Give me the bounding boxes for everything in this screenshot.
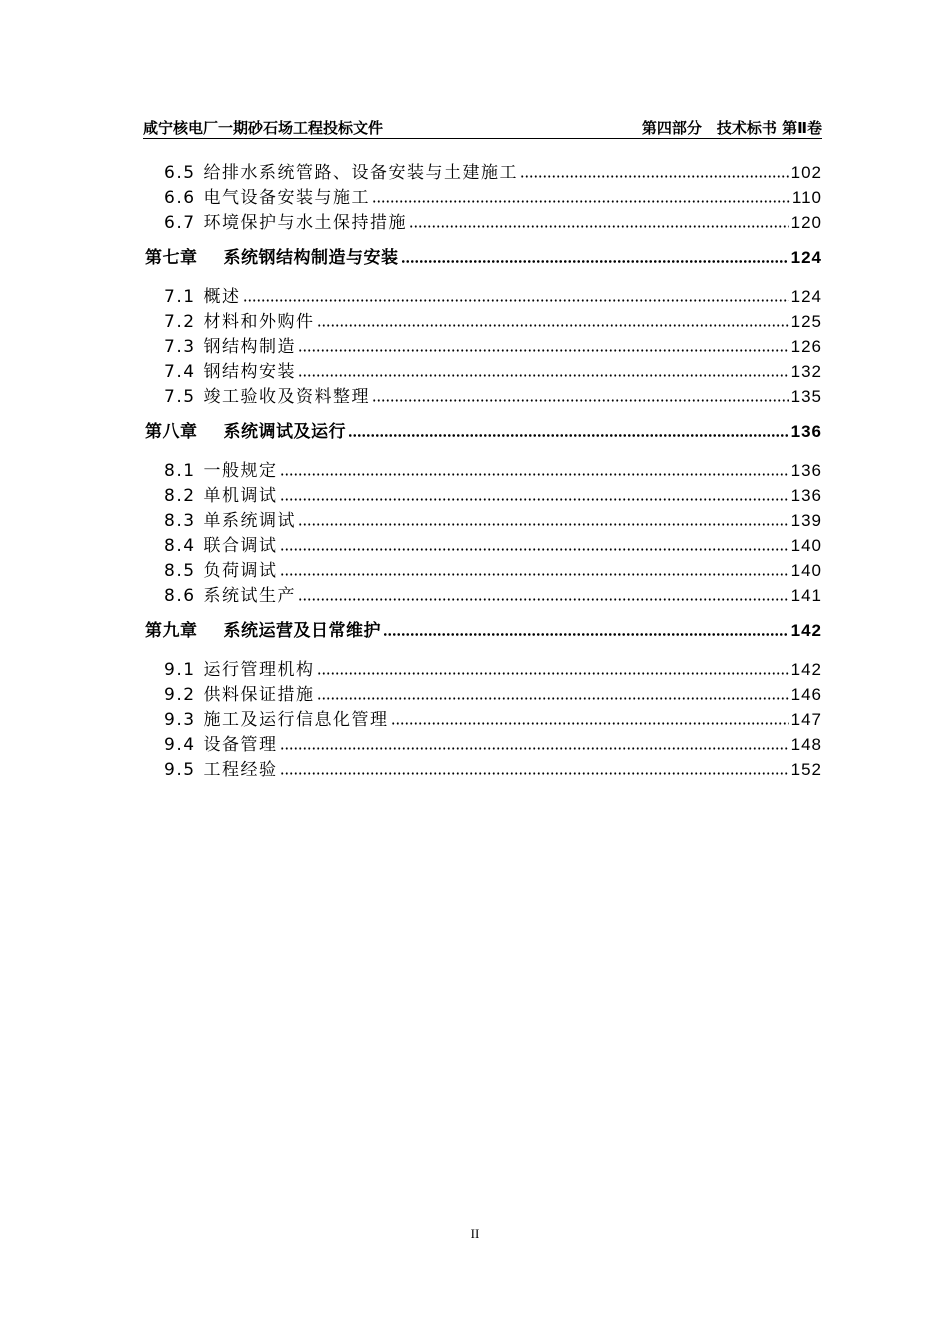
toc-section-entry[interactable] bbox=[145, 357, 822, 382]
toc-section-entry[interactable] bbox=[145, 705, 822, 730]
toc-dot-leader bbox=[280, 548, 789, 551]
toc-section-entry[interactable] bbox=[145, 456, 822, 481]
toc-entry-title: 概述 bbox=[203, 287, 241, 307]
toc-entry-number: 7.3 bbox=[164, 337, 196, 357]
toc-entry-number: 9.1 bbox=[164, 660, 196, 680]
toc-entry-page: 146 bbox=[790, 685, 822, 704]
toc-entry-number: 8.2 bbox=[164, 486, 196, 506]
toc-dot-leader bbox=[372, 399, 789, 402]
toc-entry-page: 142 bbox=[790, 621, 822, 640]
toc-entry-title: 供料保证措施 bbox=[203, 685, 315, 705]
toc-entry-title: 钢结构安装 bbox=[203, 362, 297, 382]
toc-dot-leader bbox=[280, 747, 789, 750]
toc-entry-page: 141 bbox=[790, 586, 822, 605]
toc-entry-page: 135 bbox=[790, 387, 822, 406]
toc-dot-leader bbox=[401, 260, 789, 263]
toc-dot-leader bbox=[317, 672, 789, 675]
toc-entry-number: 8.3 bbox=[164, 511, 196, 531]
toc-entry-title: 工程经验 bbox=[203, 760, 278, 780]
toc-entry-page: 102 bbox=[790, 163, 822, 182]
toc-entry-number: 第八章 bbox=[145, 422, 198, 442]
toc-entry-title: 设备管理 bbox=[203, 735, 278, 755]
toc-dot-leader bbox=[298, 598, 789, 601]
toc-entry-title: 单系统调试 bbox=[203, 511, 297, 531]
toc-entry-page: 140 bbox=[790, 536, 822, 555]
toc-entry-number: 第七章 bbox=[145, 248, 198, 268]
toc-entry-page: 126 bbox=[790, 337, 822, 356]
toc-section-entry[interactable] bbox=[145, 581, 822, 606]
toc-entry-number: 9.3 bbox=[164, 710, 196, 730]
toc-section-entry[interactable] bbox=[145, 158, 822, 183]
toc-entry-page: 152 bbox=[790, 760, 822, 779]
toc-dot-leader bbox=[391, 722, 789, 725]
toc-section-entry[interactable] bbox=[145, 208, 822, 233]
page-number: II bbox=[470, 1226, 480, 1241]
toc-entry-page: 124 bbox=[790, 248, 822, 267]
toc-dot-leader bbox=[383, 633, 789, 636]
toc-entry-title: 系统钢结构制造与安装 bbox=[223, 248, 399, 268]
toc-entry-title: 单机调试 bbox=[203, 486, 278, 506]
toc-entry-number: 9.4 bbox=[164, 735, 196, 755]
toc-section-entry[interactable] bbox=[145, 506, 822, 531]
toc-entry-number: 6.5 bbox=[164, 163, 196, 183]
toc-section-entry[interactable] bbox=[145, 332, 822, 357]
toc-chapter-entry[interactable] bbox=[145, 417, 822, 442]
toc-entry-number: 7.1 bbox=[164, 287, 196, 307]
toc-section-entry[interactable] bbox=[145, 382, 822, 407]
toc-dot-leader bbox=[520, 175, 789, 178]
toc-entry-title: 环境保护与水土保持措施 bbox=[203, 213, 408, 233]
toc-section-entry[interactable] bbox=[145, 556, 822, 581]
toc-dot-leader bbox=[317, 697, 789, 700]
toc-entry-page: 136 bbox=[790, 461, 822, 480]
toc-section-entry[interactable] bbox=[145, 755, 822, 780]
toc-entry-number: 8.4 bbox=[164, 536, 196, 556]
toc-entry-number: 9.5 bbox=[164, 760, 196, 780]
toc-dot-leader bbox=[409, 225, 789, 228]
toc-entry-title: 一般规定 bbox=[203, 461, 278, 481]
toc-entry-title: 系统调试及运行 bbox=[223, 422, 346, 442]
toc-entry-number: 8.6 bbox=[164, 586, 196, 606]
toc-dot-leader bbox=[280, 473, 789, 476]
toc-dot-leader bbox=[243, 299, 789, 302]
toc-entry-title: 材料和外购件 bbox=[203, 312, 315, 332]
toc-entry-title: 钢结构制造 bbox=[203, 337, 297, 357]
toc-entry-number: 第九章 bbox=[145, 621, 198, 641]
document-title: 咸宁核电厂一期砂石场工程投标文件 bbox=[143, 119, 384, 137]
toc-section-entry[interactable] bbox=[145, 730, 822, 755]
toc-entry-number: 8.5 bbox=[164, 561, 196, 581]
toc-entry-page: 136 bbox=[790, 486, 822, 505]
toc-section-entry[interactable] bbox=[145, 183, 822, 208]
toc-entry-title: 系统试生产 bbox=[203, 586, 297, 606]
toc-dot-leader bbox=[280, 573, 789, 576]
toc-section-entry[interactable] bbox=[145, 655, 822, 680]
toc-entry-title: 运行管理机构 bbox=[203, 660, 315, 680]
toc-dot-leader bbox=[298, 523, 789, 526]
toc-entry-title: 负荷调试 bbox=[203, 561, 278, 581]
table-of-contents bbox=[145, 158, 822, 780]
toc-section-entry[interactable] bbox=[145, 481, 822, 506]
toc-entry-page: 125 bbox=[790, 312, 822, 331]
toc-chapter-entry[interactable] bbox=[145, 616, 822, 641]
document-part: 第四部分 技术标书 第Ⅱ卷 bbox=[641, 119, 822, 137]
toc-dot-leader bbox=[317, 324, 789, 327]
toc-entry-number: 9.2 bbox=[164, 685, 196, 705]
toc-entry-title: 给排水系统管路、设备安装与土建施工 bbox=[203, 163, 519, 183]
page-header bbox=[143, 116, 822, 139]
toc-chapter-entry[interactable] bbox=[145, 243, 822, 268]
toc-section-entry[interactable] bbox=[145, 307, 822, 332]
toc-entry-page: 147 bbox=[790, 710, 822, 729]
toc-entry-page: 136 bbox=[790, 422, 822, 441]
toc-dot-leader bbox=[280, 498, 789, 501]
toc-dot-leader bbox=[298, 349, 789, 352]
toc-section-entry[interactable] bbox=[145, 282, 822, 307]
toc-entry-page: 140 bbox=[790, 561, 822, 580]
toc-entry-title: 联合调试 bbox=[203, 536, 278, 556]
toc-entry-page: 132 bbox=[790, 362, 822, 381]
toc-entry-page: 110 bbox=[791, 188, 822, 207]
toc-entry-number: 7.5 bbox=[164, 387, 196, 407]
toc-entry-number: 7.4 bbox=[164, 362, 196, 382]
toc-entry-page: 124 bbox=[790, 287, 822, 306]
toc-entry-title: 竣工验收及资料整理 bbox=[203, 387, 371, 407]
toc-entry-number: 8.1 bbox=[164, 461, 196, 481]
toc-entry-page: 139 bbox=[790, 511, 822, 530]
toc-entry-number: 6.6 bbox=[164, 188, 196, 208]
toc-dot-leader bbox=[372, 200, 790, 203]
toc-section-entry[interactable] bbox=[145, 680, 822, 705]
toc-dot-leader bbox=[280, 772, 789, 775]
toc-entry-title: 电气设备安装与施工 bbox=[203, 188, 371, 208]
toc-entry-title: 系统运营及日常维护 bbox=[223, 621, 381, 641]
toc-section-entry[interactable] bbox=[145, 531, 822, 556]
toc-entry-page: 142 bbox=[790, 660, 822, 679]
toc-entry-number: 7.2 bbox=[164, 312, 196, 332]
toc-dot-leader bbox=[348, 434, 789, 437]
toc-entry-page: 148 bbox=[790, 735, 822, 754]
toc-entry-number: 6.7 bbox=[164, 213, 196, 233]
toc-dot-leader bbox=[298, 374, 789, 377]
toc-entry-title: 施工及运行信息化管理 bbox=[203, 710, 389, 730]
toc-entry-page: 120 bbox=[790, 213, 822, 232]
